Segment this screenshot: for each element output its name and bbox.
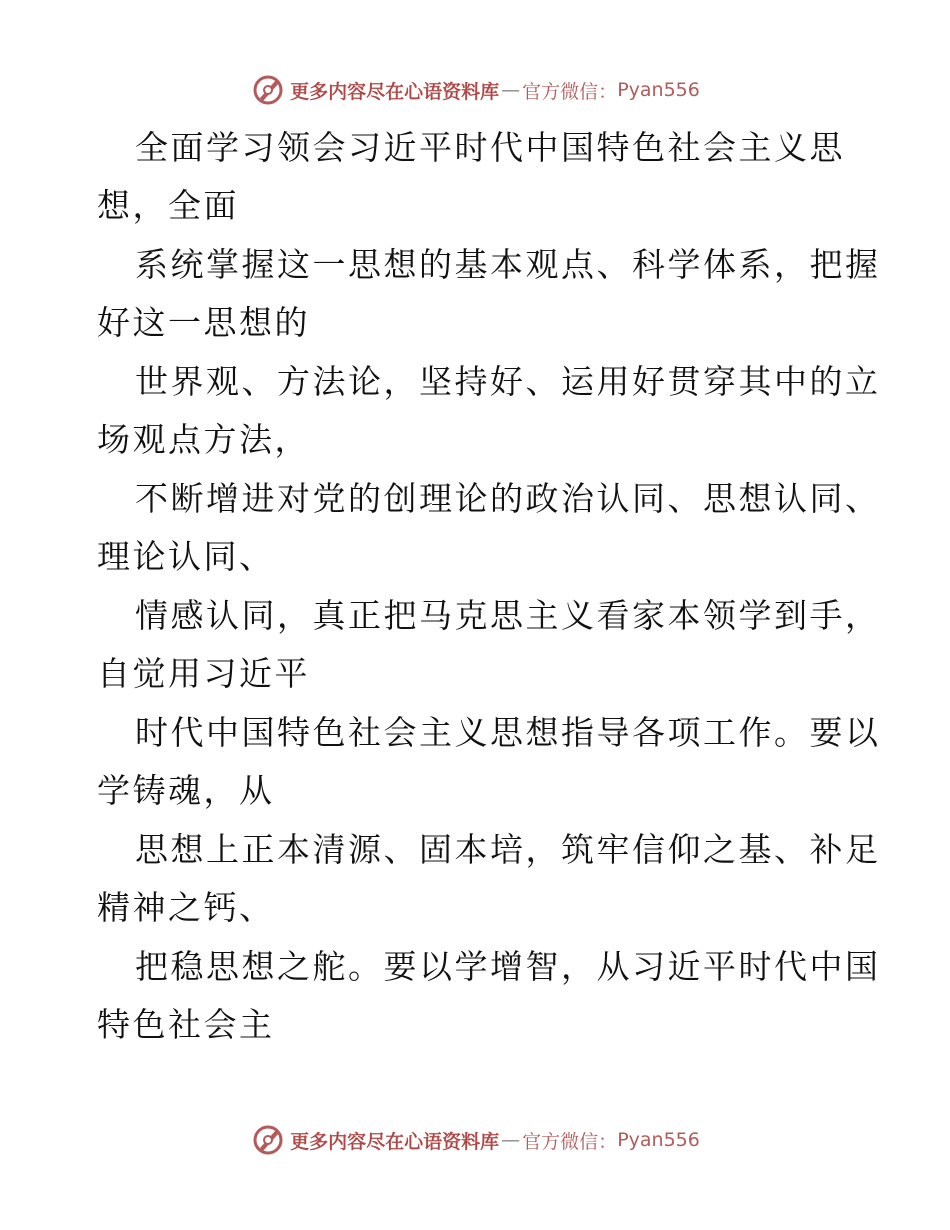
logo-icon [250, 72, 286, 108]
header-wechat-id: Pyan556 [617, 79, 700, 101]
footer-site-text: 更多内容尽在心语资料库 [290, 1130, 500, 1153]
text-line: 自觉用习近平 [97, 654, 310, 693]
text-line: 想，全面 [97, 186, 239, 225]
text-line: 把稳思想之舵。要以学增智，从习近平时代中国 [135, 947, 881, 986]
text-line: 时代中国特色社会主义思想指导各项工作。要以 [135, 713, 881, 752]
header-banner [0, 70, 950, 110]
text-line: 思想上正本清源、固本培，筑牢信仰之基、补足 [135, 830, 881, 869]
text-line: 系统掌握这一思想的基本观点、科学体系，把握 [135, 245, 881, 284]
text-line: 好这一思想的 [97, 303, 310, 342]
header-site-text: 更多内容尽在心语资料库 [290, 80, 500, 103]
footer-dash: — [501, 1129, 521, 1151]
text-line: 不断增进对党的创理论的政治认同、思想认同、 [135, 479, 881, 518]
text-line: 全面学习领会习近平时代中国特色社会主义思 [135, 128, 845, 167]
text-line: 场观点方法， [97, 420, 310, 459]
header-wechat-label: 官方微信： [522, 80, 618, 103]
text-line: 精神之钙、 [97, 888, 275, 927]
footer-wechat-label: 官方微信： [522, 1130, 618, 1153]
text-line: 理论认同、 [97, 537, 275, 576]
footer-banner [0, 1120, 950, 1160]
logo-icon [250, 1122, 286, 1158]
text-line: 特色社会主 [97, 1005, 275, 1044]
text-line: 世界观、方法论，坚持好、运用好贯穿其中的立 [135, 362, 881, 401]
footer-wechat-id: Pyan556 [617, 1129, 700, 1151]
header-dash: — [501, 79, 521, 101]
text-line: 情感认同，真正把马克思主义看家本领学到手， [135, 596, 881, 635]
text-line: 学铸魂，从 [97, 771, 275, 810]
